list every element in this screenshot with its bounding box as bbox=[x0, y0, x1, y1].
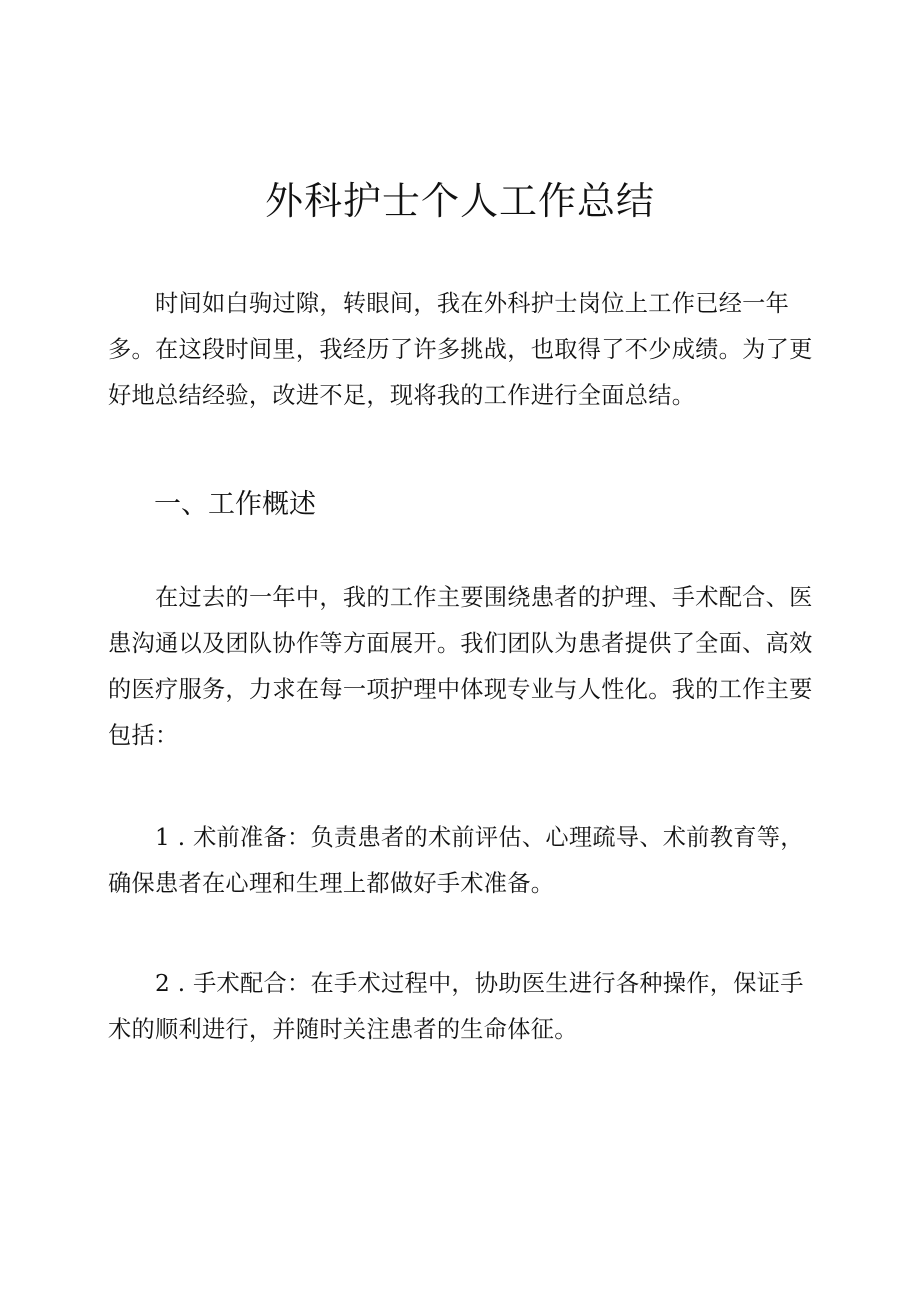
section-heading-work-overview: 一、工作概述 bbox=[154, 489, 316, 520]
list-item-surgical-assistance: 2 . 手术配合：在手术过程中，协助医生进行各种操作，保证手术的顺利进行，并随时关注患者的生命体征。 bbox=[108, 970, 804, 1043]
document-title: 外科护士个人工作总结 bbox=[264, 179, 655, 223]
work-overview-paragraph: 在过去的一年中，我的工作主要围绕患者的护理、手术配合、医患沟通以及团队协作等方面展开。我们团队为患者提供了全面、高效的医疗服务，力求在每一项护理中体现专业与人性化。我的工作主要包括： bbox=[108, 584, 813, 749]
intro-paragraph: 时间如白驹过隙，转眼间，我在外科护士岗位上工作已经一年多。在这段时间里，我经历了许多挑战，也取得了不少成绩。为了更好地总结经验，改进不足，现将我的工作进行全面总结。 bbox=[108, 290, 813, 409]
list-item-preoperative-preparation: 1 . 术前准备：负责患者的术前评估、心理疏导、术前教育等，确保患者在心理和生理上都做好手术准备。 bbox=[108, 824, 804, 897]
